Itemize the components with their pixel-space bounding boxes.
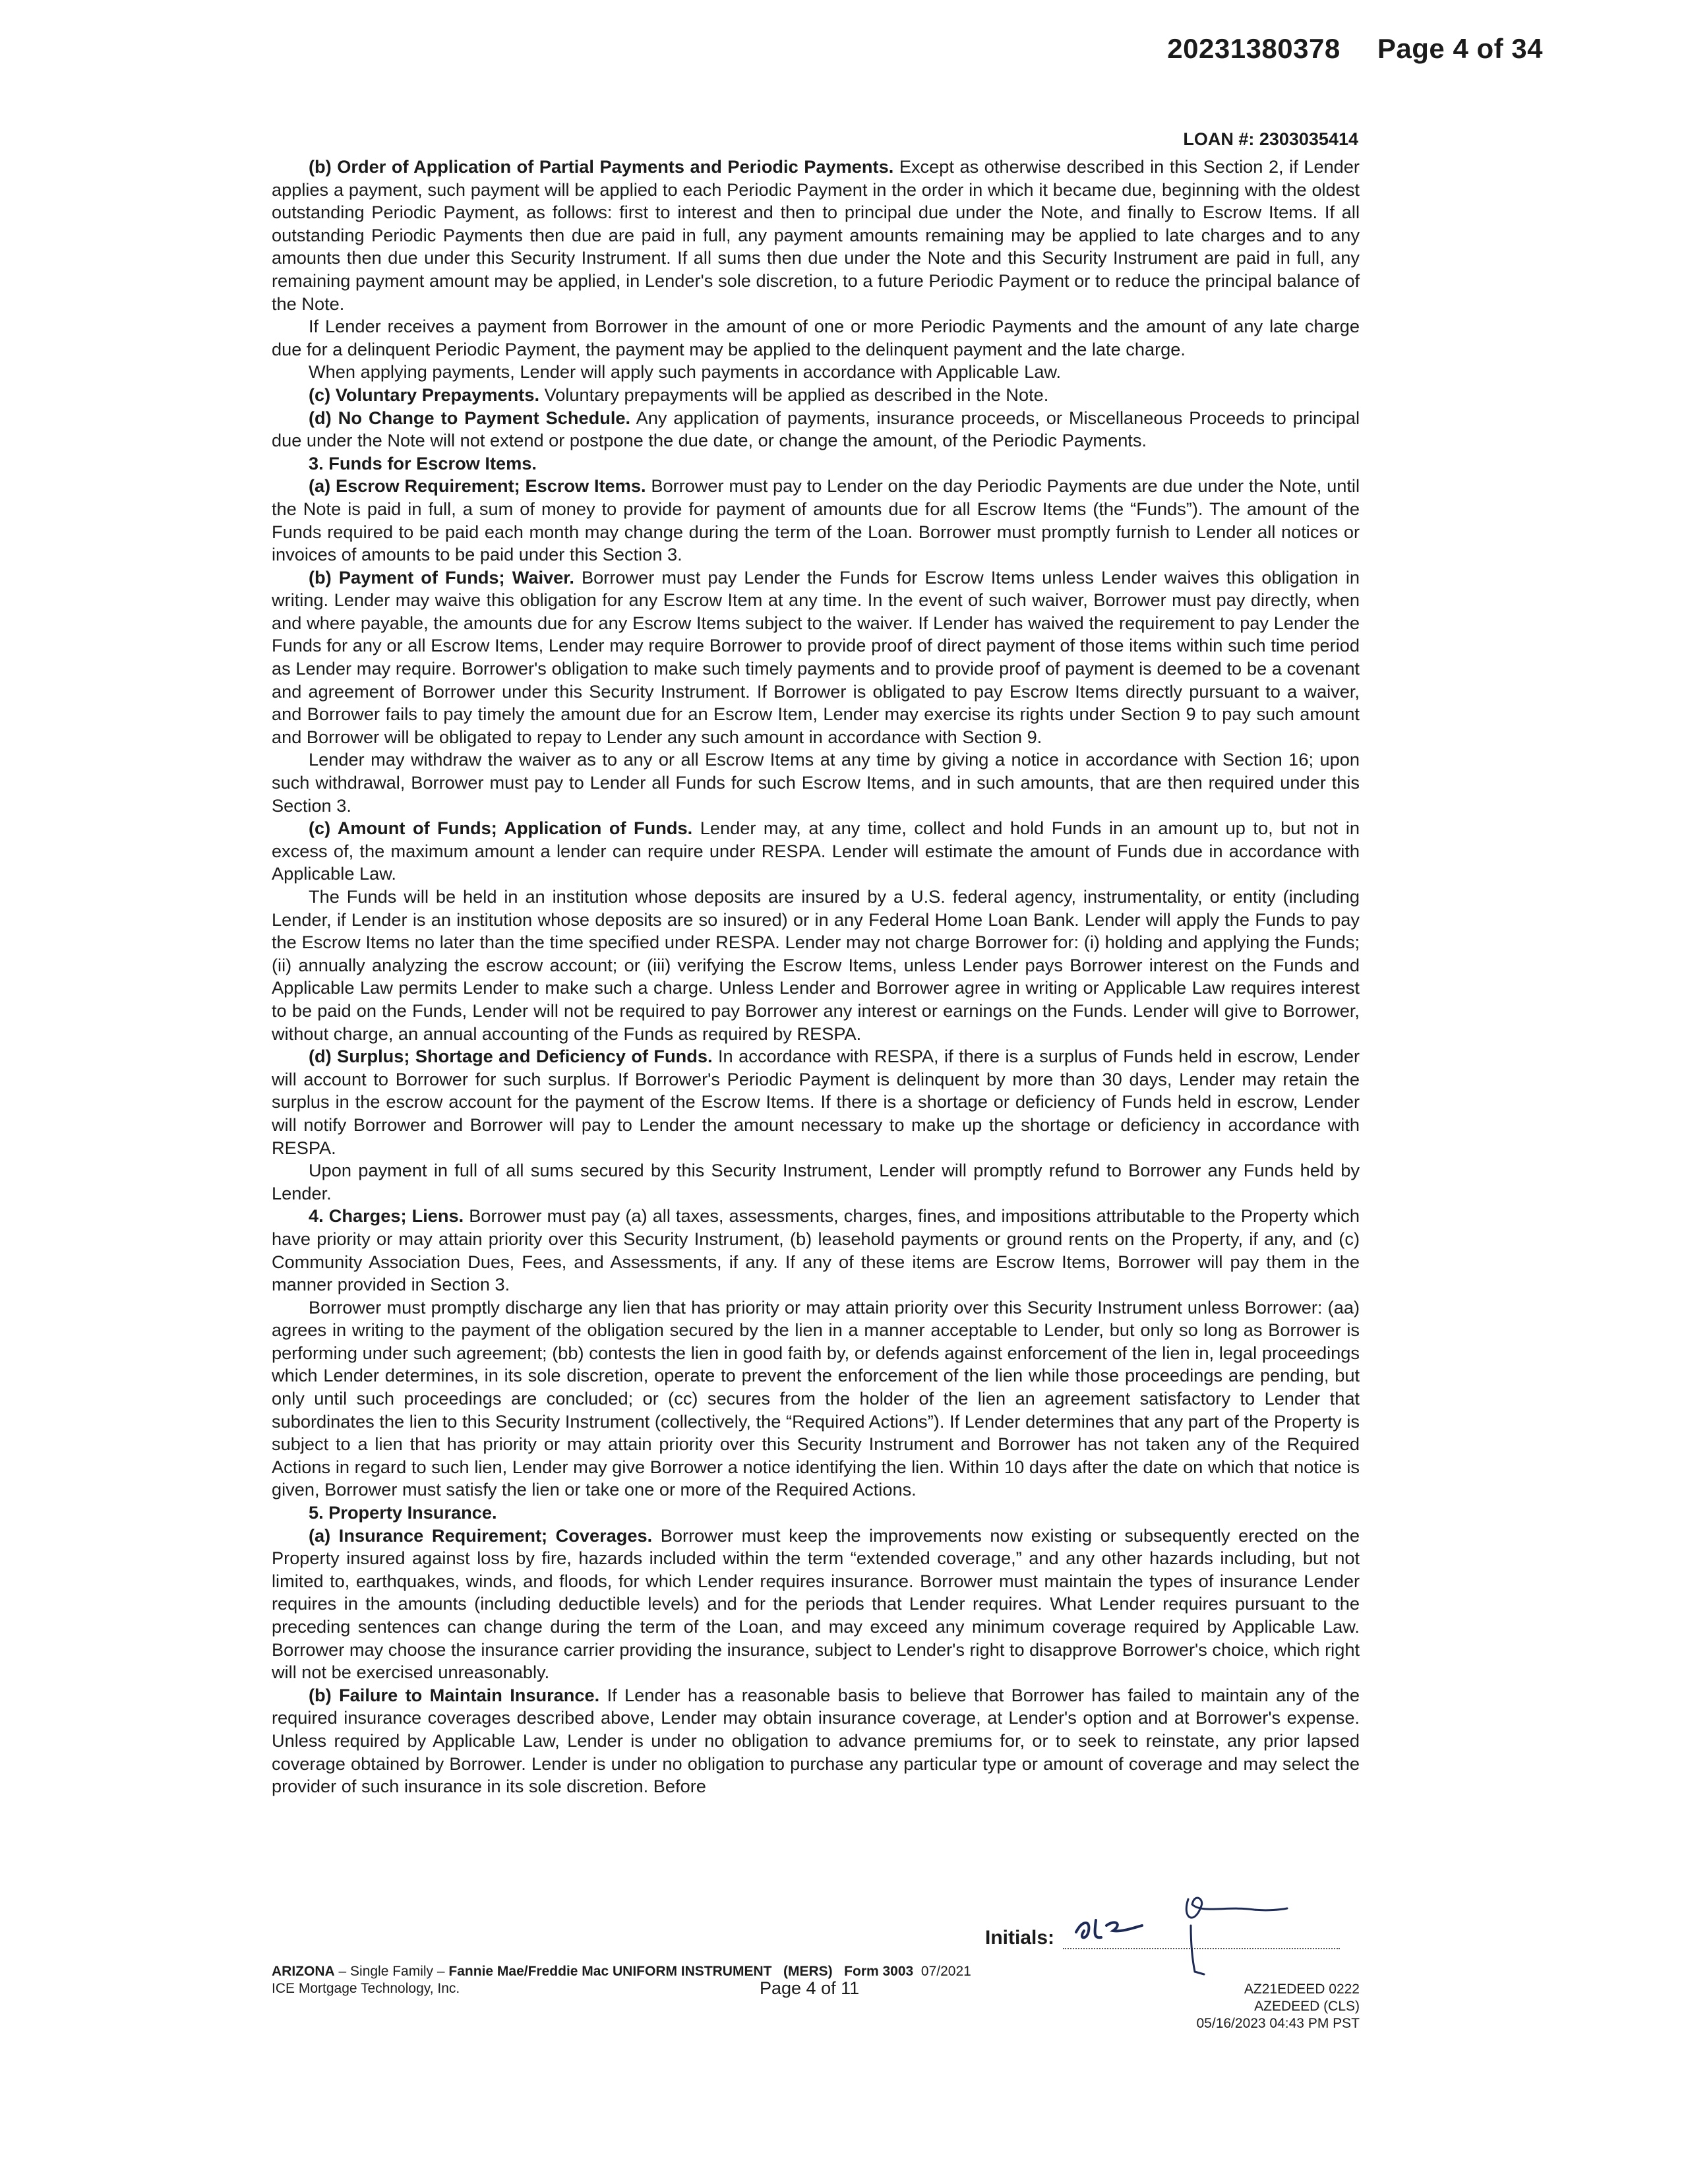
print-timestamp: 05/16/2023 04:43 PM PST [1196,2016,1360,2031]
paragraph-text: Except as otherwise described in this Section 2, if Lender applies a payment, such payment will be applied to each Periodic Payment in the order in which it became due, beginning with the oldest outstanding Periodic Payment, as follows: first to interest and then to principal due under the Note, and finally to Escrow Items. If all outstanding Periodic Payments then due are paid in full, any payment amounts remaining may be applied to late charges and to any amounts then due under this Security Instrument. If all sums then due under the Note and this Security Instrument are paid in full, any remaining payment amount may be applied, in Lender's sole discretion, to a future Periodic Payment or to reduce the principal balance of the Note. [272,156,1360,314]
paragraph-text: The Funds will be held in an institution whose deposits are insured by a U.S. federal agency, instrumentality, or entity (including Lender, if Lender is an institution whose deposits are so insured) or in any Federal Home Loan Bank. Lender will apply the Funds to pay the Escrow Items no later than the time specified under RESPA. Lender may not charge Borrower for: (i) holding and applying the Funds; (ii) annually analyzing the escrow account; or (iii) verifying the Escrow Items, unless Lender pays Borrower interest on the Funds and Applicable Law permits Lender to make such a charge. Unless Lender and Borrower agree in writing or Applicable Law requires interest to be paid on the Funds, Lender will not be required to pay Borrower any interest or earnings on the Funds. Lender will give to Borrower, without charge, an annual accounting of the Funds as required by RESPA. [272,886,1360,1044]
paragraph [272,1159,1360,1205]
paragraph [272,452,1360,475]
initials-label: Initials: [985,1927,1055,1949]
form-identifier [272,1964,971,1980]
form-desc-bold: Fannie Mae/Freddie Mac UNIFORM INSTRUMENT [448,1964,772,1979]
form-codes [1197,1981,1360,2032]
paragraph-text: Upon payment in full of all sums secured by this Security Instrument, Lender will promptly refund to Borrower any Funds held by Lender. [272,1160,1360,1203]
paragraph-text: Lender may withdraw the waiver as to any or all Escrow Items at any time by giving a notice in accordance with Section 16; upon such withdrawal, Borrower must pay to Lender all Funds for such Escrow Items, and in such amounts, that are then required under this Section 3. [272,749,1360,816]
paragraph [272,566,1360,749]
form-code-1: AZ21EDEED 0222 [1244,1982,1360,1997]
paragraph-text: Any application of payments, insurance proceeds, or Miscellaneous Proceeds to principal due under the Note will not extend or postpone the due date, or change the amount, of the Periodic Payments. [272,407,1360,451]
form-date: 07/2021 [920,1964,971,1979]
paragraph-text: Lender may, at any time, collect and hold Funds in an amount up to, but not in excess of, the maximum amount a lender can require under RESPA. Lender will estimate the amount of Funds due in accordance with Applicable Law. [272,818,1360,884]
paragraph [272,1045,1360,1159]
initials-handwritten [1070,1906,1149,1952]
paragraph [272,407,1360,452]
paragraph [272,361,1360,384]
paragraph [272,886,1360,1045]
paragraph [272,1684,1360,1798]
paragraph-heading: (a) Insurance Requirement; Coverages. [309,1525,653,1546]
loan-number: LOAN #: 2303035414 [1183,129,1358,149]
paragraph-text: If Lender receives a payment from Borrower in the amount of one or more Periodic Payments and the amount of any late charge due for a delinquent Periodic Payment, the payment may be applied to the delinquent payment and the late charge. [272,316,1360,359]
paragraph-heading: (c) Amount of Funds; Application of Funds. [309,818,693,839]
form-state: ARIZONA [272,1964,335,1979]
paragraph-heading: (a) Escrow Requirement; Escrow Items. [309,475,646,497]
paragraph-heading: 4. Charges; Liens. [309,1205,464,1227]
document-number: 20231380378 [1167,33,1341,64]
paragraph [272,475,1360,566]
form-mers: (MERS) [783,1964,833,1979]
company-name: ICE Mortgage Technology, Inc. [272,1981,460,1996]
paragraph [272,384,1360,407]
form-number: Form 3003 [844,1964,914,1979]
page-label: Page 4 of 34 [1377,33,1543,64]
paragraph-text: If Lender has a reasonable basis to believe that Borrower has failed to maintain any of the required insurance coverages described above, Lender may obtain insurance coverage, at Lender's option and at Borrower's expense. Unless required by Applicable Law, Lender is under no obligation to advance premiums for, or to seek to reinstate, any prior lapsed coverage obtained by Borrower. Lender is under no obligation to purchase any particular type or amount of coverage and may select the provider of such insurance in its sole discretion. Before [272,1684,1360,1797]
paragraph-heading: (c) Voluntary Prepayments. [309,384,540,405]
paragraph-text: Borrower must promptly discharge any lien that has priority or may attain priority over this Security Instrument unless Borrower: (aa) agrees in writing to the payment of the obligation secured by the lien in a manner acceptable to Lender, but only so long as Borrower is performing under such agreement; (bb) contests the lien in good faith by, or defends against enforcement of the lien in, legal proceedings which Lender determines, in its sole discretion, operate to prevent the enforcement of the lien while those proceedings are pending, but only until such proceedings are concluded; or (cc) secures from the holder of the lien an agreement satisfactory to Lender that subordinates the lien to this Security Instrument (collectively, the “Required Actions”). If Lender determines that any part of the Property is subject to a lien that has priority or may attain priority over this Security Instrument and Borrower has not taken any of the Required Actions in regard to such lien, Lender may give Borrower a notice identifying the lien. Within 10 days after the date on which that notice is given, Borrower must satisfy the lien or take one or more of the Required Actions. [272,1296,1360,1500]
paragraph-text: Borrower must pay to Lender on the day Periodic Payments are due under the Note, until the Note is paid in full, a sum of money to provide for payment of amounts due for all Escrow Items (the “Funds”). The amount of the Funds required to be paid each month may change during the term of the Loan. Borrower must promptly furnish to Lender all notices or invoices of amounts to be paid under this Section 3. [272,475,1360,565]
paragraph-text: When applying payments, Lender will apply such payments in accordance with Applicable Law. [309,361,1062,382]
paragraph [272,748,1360,817]
paragraph [272,315,1360,361]
paragraph [272,1205,1360,1296]
paragraph-heading: (d) Surplus; Shortage and Deficiency of Funds. [309,1046,713,1067]
paragraph [272,156,1360,315]
paragraph [272,1502,1360,1525]
paragraph-text: Voluntary prepayments will be applied as described in the Note. [544,384,1049,405]
recording-stamp [1167,33,1543,65]
paragraph-heading: (b) Failure to Maintain Insurance. [309,1684,600,1705]
paragraph-text: Borrower must keep the improvements now existing or subsequently erected on the Property insured against loss by fire, hazards included within the term “extended coverage,” and any other hazards including, but not limited to, earthquakes, winds, and floods, for which Lender requires insurance. Borrower must maintain the types of insurance Lender requires in the amounts (including deductible levels) and for the periods that Lender requires. What Lender requires pursuant to the preceding sentences can change during the term of the Loan, and may exceed any minimum coverage required by Applicable Law. Borrower may choose the insurance carrier providing the insurance, subject to Lender's right to disapprove Borrower's choice, which right will not be exercised unreasonably. [272,1525,1360,1683]
initials-handwritten-2 [1175,1879,1294,1978]
paragraph-text: Borrower must pay (a) all taxes, assessments, charges, fines, and impositions attributable to the Property which have priority or may attain priority over this Security Instrument, (b) leasehold payments or ground rents on the Property, if any, and (c) Community Association Dues, Fees, and Assessments, if any. If any of these items are Escrow Items, Borrower will pay them in the manner provided in Section 3. [272,1205,1360,1295]
paragraph-heading: 5. Property Insurance. [309,1502,497,1523]
paragraph-text: Borrower must pay Lender the Funds for Escrow Items unless Lender waives this obligation in writing. Lender may waive this obligation for any Escrow Item at any time. In the event of such waiver, Borrower must pay directly, when and where payable, the amounts due for any Escrow Items subject to the waiver. If Lender has waived the requirement to pay Lender the Funds for any or all Escrow Items, Lender may require Borrower to provide proof of direct payment of those items within such time period as Lender may require. Borrower's obligation to make such timely payments and to provide proof of payment is deemed to be a covenant and agreement of Borrower under this Security Instrument. If Borrower is obligated to pay Escrow Items directly pursuant to a waiver, and Borrower fails to pay timely the amount due for an Escrow Item, Lender may exercise its rights under Section 9 to pay such amount and Borrower will be obligated to repay to Lender any such amount in accordance with Section 9. [272,566,1360,747]
document-body [272,156,1360,1798]
form-desc: – Single Family – [334,1964,449,1979]
paragraph [272,817,1360,886]
paragraph-heading: (b) Order of Application of Partial Payments and Periodic Payments. [309,156,894,177]
page-footer [272,1912,1360,2044]
paragraph [272,1296,1360,1502]
paragraph-heading: 3. Funds for Escrow Items. [309,452,537,473]
paragraph-heading: (d) No Change to Payment Schedule. [309,407,631,428]
paragraph-text: In accordance with RESPA, if there is a surplus of Funds held in escrow, Lender will account to Borrower for such surplus. If Borrower's Periodic Payment is delinquent by more than 30 days, Lender may retain the surplus in the escrow account for the payment of the Escrow Items. If there is a shortage or deficiency of Funds held in escrow, Lender will notify Borrower and Borrower will pay to Lender the amount necessary to make up the shortage or deficiency in accordance with RESPA. [272,1046,1360,1158]
paragraph-heading: (b) Payment of Funds; Waiver. [309,566,574,588]
page-of: Page 4 of 11 [760,1978,860,1998]
form-code-2: AZEDEED (CLS) [1254,1999,1360,2014]
paragraph [272,1525,1360,1684]
